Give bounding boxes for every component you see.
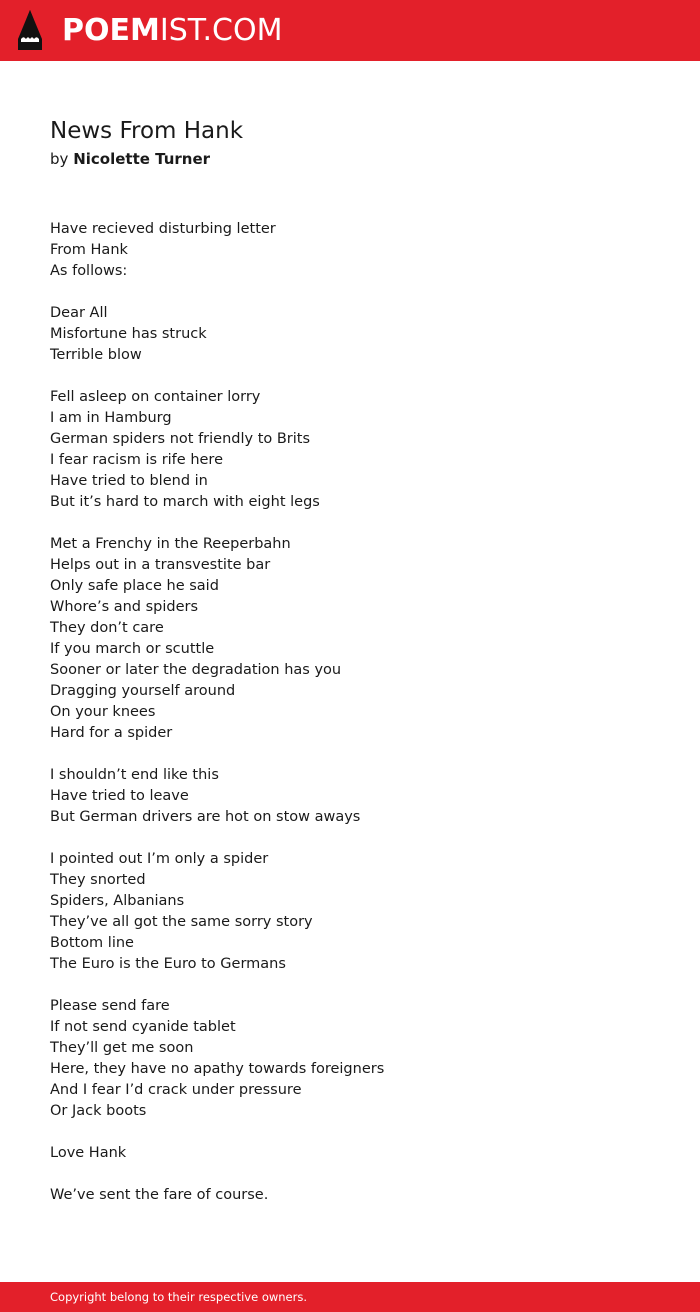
poem-line: On your knees: [50, 704, 156, 720]
poem-line: Misfortune has struck: [50, 326, 207, 342]
by-label: by: [50, 150, 69, 168]
poem-line: Dear All: [50, 305, 108, 321]
poem-line: I shouldn’t end like this: [50, 767, 219, 783]
poem-stanza: [50, 303, 650, 366]
poem-line: Sooner or later the degradation has you: [50, 662, 342, 678]
site-header: [0, 0, 700, 61]
poem-line: I fear racism is rife here: [50, 452, 223, 468]
poem-stanza: [50, 387, 650, 513]
logo-light-text: IST.COM: [159, 13, 283, 48]
poem-line: Terrible blow: [50, 347, 142, 363]
poem-stanza: [50, 534, 650, 744]
poem-line: Or Jack boots: [50, 1103, 147, 1119]
poem-line: Love Hank: [50, 1145, 127, 1161]
poem-line: Have tried to blend in: [50, 473, 208, 489]
poem-line: They’ll get me soon: [50, 1040, 194, 1056]
poem-line: But it’s hard to march with eight legs: [50, 494, 320, 510]
author-name[interactable]: Nicolette Turner: [73, 150, 211, 168]
poem-line: Helps out in a transvestite bar: [50, 557, 271, 573]
poem-line: Dragging yourself around: [50, 683, 236, 699]
poem-stanza: [50, 1143, 650, 1164]
poem-stanza: [50, 996, 650, 1122]
poem-stanza: [50, 1185, 650, 1206]
poem-line: Met a Frenchy in the Reeperbahn: [50, 536, 291, 552]
poem-line: The Euro is the Euro to Germans: [50, 956, 286, 972]
poem-line: If not send cyanide tablet: [50, 1019, 236, 1035]
poem-body: [50, 219, 650, 1227]
copyright-text: Copyright belong to their respective owners.: [50, 1290, 308, 1304]
poem-line: Have recieved disturbing letter: [50, 221, 276, 237]
poem-line: They’ve all got the same sorry story: [50, 914, 313, 930]
poem-line: As follows:: [50, 263, 128, 279]
poem-line: I pointed out I’m only a spider: [50, 851, 269, 867]
poem-line: They snorted: [50, 872, 146, 888]
poem-line: Fell asleep on container lorry: [50, 389, 261, 405]
poem-line: I am in Hamburg: [50, 410, 172, 426]
byline: [50, 148, 210, 170]
poem-line: Only safe place he said: [50, 578, 219, 594]
poem-stanza: [50, 765, 650, 828]
poem-line: Have tried to leave: [50, 788, 189, 804]
poem-stanza: [50, 219, 650, 282]
logo-bold-text: POEM: [62, 13, 160, 48]
poem-line: Bottom line: [50, 935, 134, 951]
poem-line: Here, they have no apathy towards foreigners: [50, 1061, 385, 1077]
poem-stanza: [50, 849, 650, 975]
poem-line: If you march or scuttle: [50, 641, 215, 657]
pencil-tip-icon[interactable]: [17, 9, 43, 51]
site-logo[interactable]: [62, 11, 282, 51]
poem-line: Whore’s and spiders: [50, 599, 199, 615]
poem-line: And I fear I’d crack under pressure: [50, 1082, 302, 1098]
poem-line: They don’t care: [50, 620, 164, 636]
poem-line: Spiders, Albanians: [50, 893, 185, 909]
poem-line: We’ve sent the fare of course.: [50, 1187, 269, 1203]
site-footer: [0, 1282, 700, 1312]
poem-line: From Hank: [50, 242, 128, 258]
poem-title: News From Hank: [50, 118, 244, 144]
poem-line: But German drivers are hot on stow aways: [50, 809, 361, 825]
poem-line: Hard for a spider: [50, 725, 173, 741]
poem-line: Please send fare: [50, 998, 170, 1014]
poem-line: German spiders not friendly to Brits: [50, 431, 311, 447]
